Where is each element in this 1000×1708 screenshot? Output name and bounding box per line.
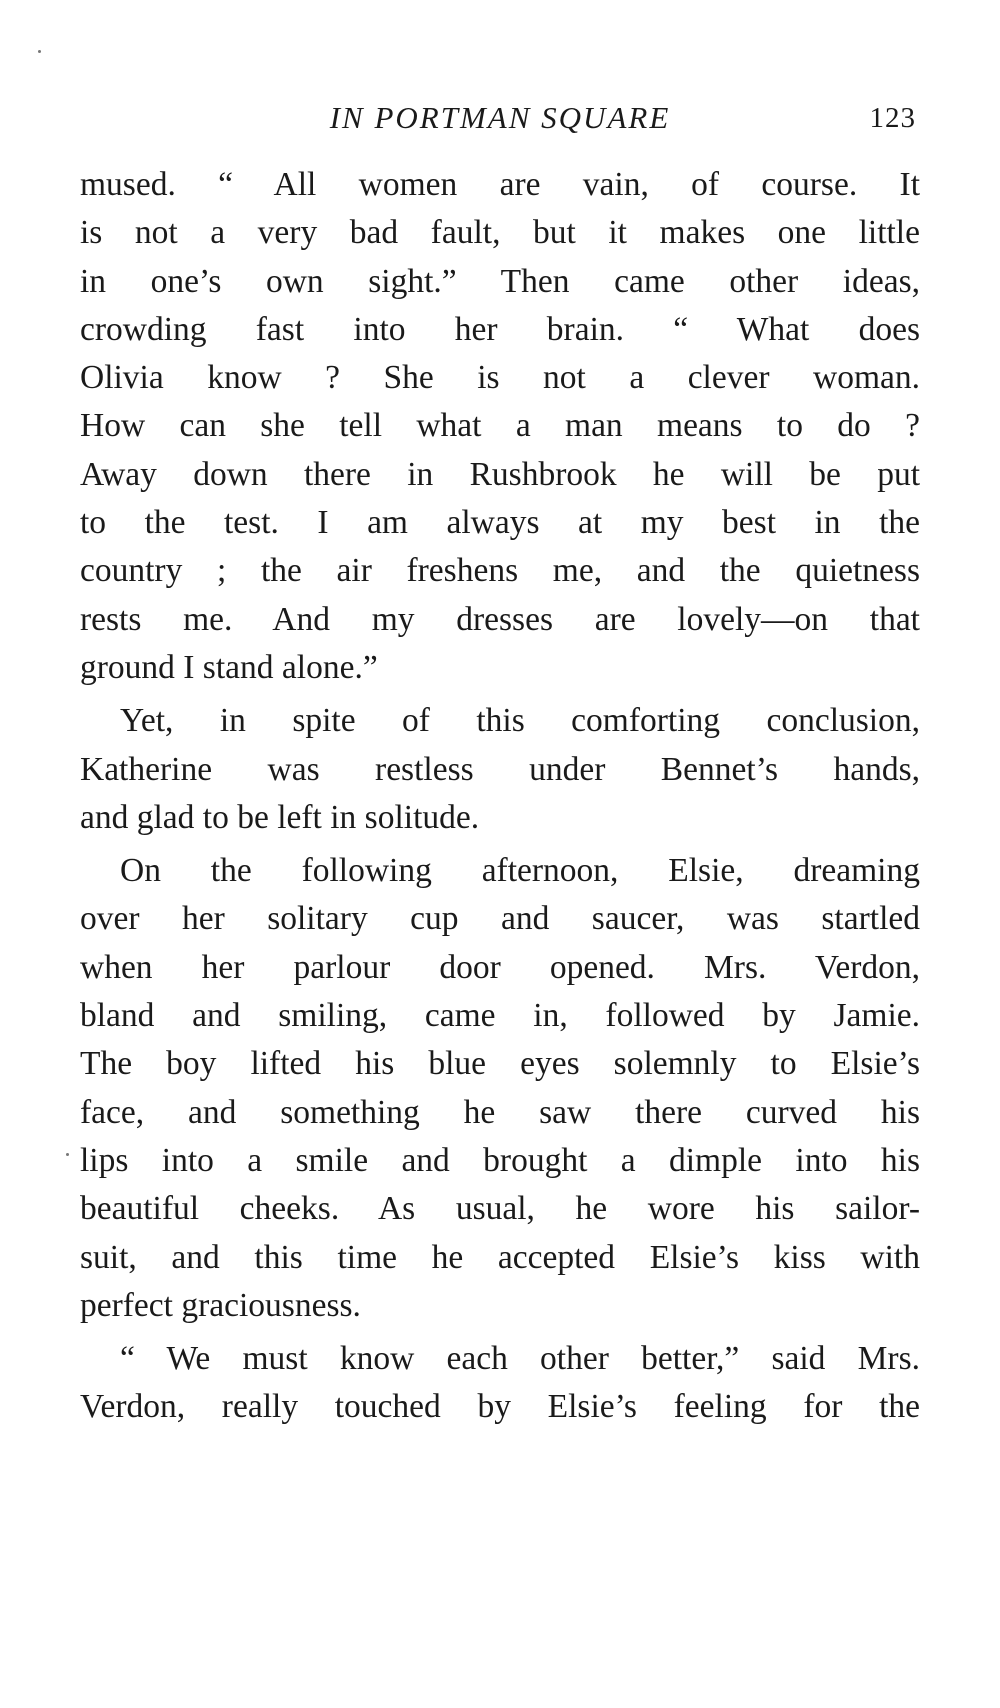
- paragraph: [80, 161, 920, 692]
- text-line: Away down there in Rushbrook he will be put: [80, 455, 920, 493]
- text-line: bland and smiling, came in, followed by Jamie.: [80, 997, 920, 1035]
- print-speck: [66, 1153, 69, 1156]
- text-line: Verdon, really touched by Elsie’s feeling for the: [80, 1388, 920, 1426]
- print-speck: [38, 50, 41, 53]
- text-line: mused. “ All women are vain, of course. It: [80, 166, 920, 203]
- text-line: when her parlour door opened. Mrs. Verdon,: [80, 948, 920, 986]
- text-line: Yet, in spite of this comforting conclusion,: [120, 702, 920, 740]
- text-line: rests me. And my dresses are lovely—on that: [80, 600, 920, 638]
- text-line: beautiful cheeks. As usual, he wore his sailor-: [80, 1190, 920, 1228]
- text-line: over her solitary cup and saucer, was startled: [80, 900, 920, 938]
- text-line: crowding fast into her brain. “ What does: [80, 310, 920, 348]
- text-line: How can she tell what a man means to do ?: [80, 407, 920, 445]
- body-text: [80, 161, 920, 1437]
- text-line: “ We must know each other better,” said Mrs.: [120, 1340, 920, 1378]
- text-line: face, and something he saw there curved his: [80, 1093, 920, 1131]
- text-line: Katherine was restless under Bennet’s hands,: [80, 750, 920, 788]
- text-line: is not a very bad fault, but it makes one little: [80, 214, 920, 252]
- text-line: On the following afternoon, Elsie, dreaming: [120, 852, 920, 890]
- text-line: perfect graciousness.: [80, 1286, 361, 1324]
- text-line: in one’s own sight.” Then came other ideas,: [80, 262, 920, 300]
- text-line: and glad to be left in solitude.: [80, 798, 480, 836]
- text-line: The boy lifted his blue eyes solemnly to Elsie’s: [80, 1045, 920, 1083]
- text-line: lips into a smile and brought a dimple into his: [80, 1141, 920, 1179]
- text-line: ground I stand alone.”: [80, 648, 378, 686]
- text-line: Olivia know ? She is not a clever woman.: [80, 359, 920, 397]
- text-line: to the test. I am always at my best in the: [80, 504, 920, 542]
- running-title: IN PORTMAN SQUARE: [329, 100, 671, 135]
- running-head: [80, 100, 920, 140]
- paragraph: [80, 847, 920, 1330]
- paragraph: [80, 697, 920, 842]
- page-number: 123: [869, 102, 916, 134]
- text-line: country ; the air freshens me, and the quietness: [80, 552, 920, 590]
- paragraph: [80, 1335, 920, 1432]
- text-line: suit, and this time he accepted Elsie’s kiss with: [80, 1238, 920, 1276]
